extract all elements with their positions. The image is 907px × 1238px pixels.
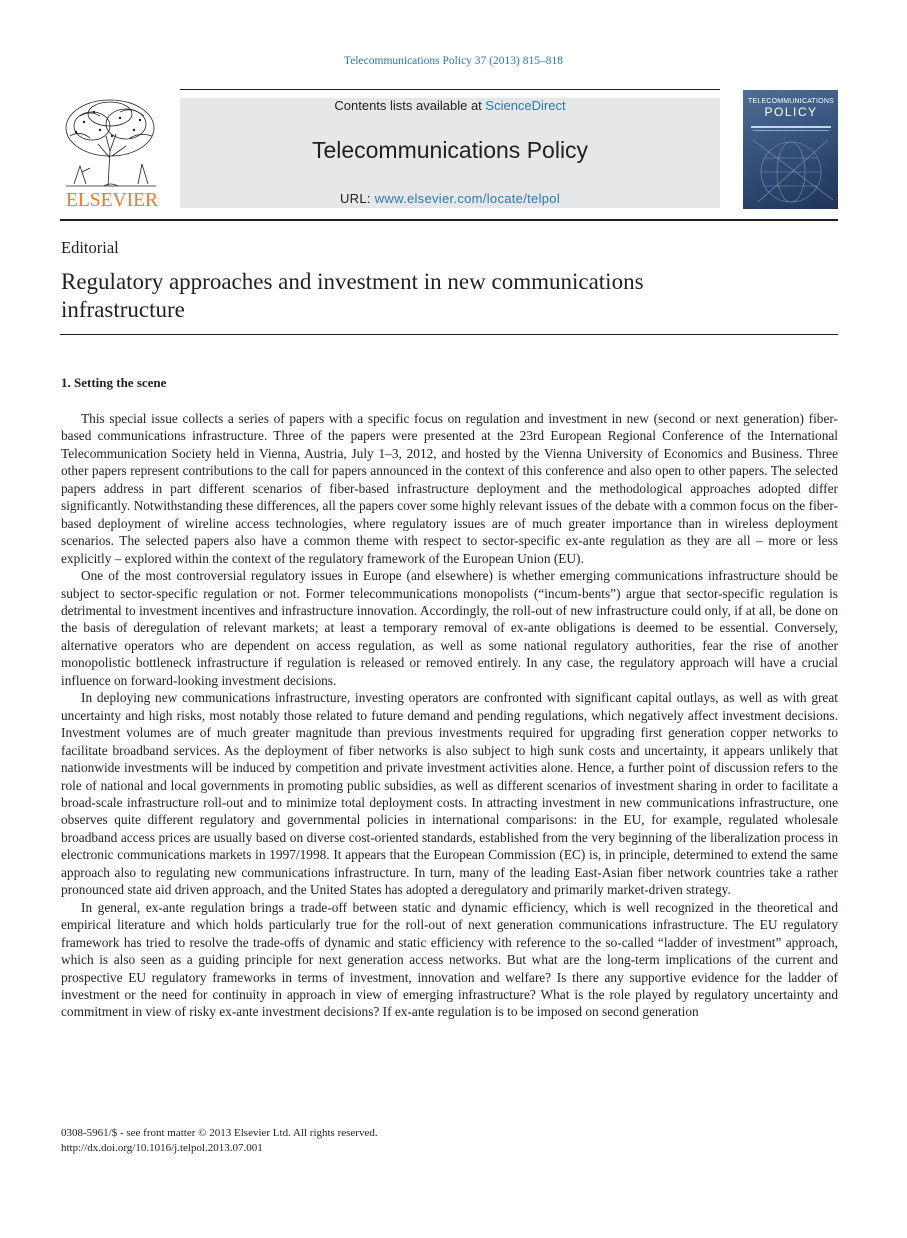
- article-title: Regulatory approaches and investment in new communications infrastructure: [61, 269, 644, 322]
- issn-copyright-line: 0308-5961/$ - see front matter © 2013 Elsevier Ltd. All rights reserved.: [61, 1127, 378, 1139]
- header-top-rule: [180, 89, 720, 90]
- url-prefix: URL:: [339, 191, 375, 206]
- article-footer: [61, 1126, 378, 1156]
- cover-title-line2: POLICY: [764, 105, 818, 119]
- cover-globe-graphic: [743, 90, 838, 209]
- body-paragraph: This special issue collects a series of papers with a specific focus on regulation and investment in new (second or next generation) fiber-based communications infrastructure. Three of the papers were presented at the 23rd European Regional Conference of the International Telecommunication Society held in Vienna, Austria, July 1–3, 2012, and hosted by the Vienna University of Economics and Business. Three other papers represent contributions to the call for papers announced in the context of this conference and also open to other papers. The selected papers address in part different scenarios of fiber-based infrastructure deployment and the methodological approaches adopted differ significantly. Notwithstanding these differences, all the papers cover some highly relevant issues of the debate with a common focus on the fiber-based deployment of wireline access technologies, where regulatory issues are of much greater importance than in wireless deployment scenarios. The selected papers also have a common theme with respect to sector-specific ex-ante regulation as they are all – more or less explicitly – explored within the context of the regulatory framework of the European Union (EU).: [61, 411, 838, 566]
- header-bottom-rule: [60, 219, 838, 221]
- section-heading: 1. Setting the scene: [61, 375, 167, 390]
- journal-cover-image: [743, 90, 838, 209]
- journal-url-link[interactable]: www.elsevier.com/locate/telpol: [374, 191, 561, 206]
- body-paragraph: In deploying new communications infrastructure, investing operators are confronted with significant capital outlays, as well as with great uncertainty and high risks, most notably those related to future demand and pending regulations, which negatively affect investment decisions. Investment volumes are of much greater magnitude than previous investments required for upgrading first generation copper networks to facilitate broadband services. As the deployment of fiber networks is also subject to high sunk costs and uncertainty, it appears unlikely that nationwide investments will be induced by competition and private investment activities alone. Hence, a further point of discussion refers to the role of national and local governments in promoting public subsidies, as well as different scenarios of investment sharing in order to facilitate a broad-scale infrastructure roll-out and to minimize total deployment costs. In attracting investment in new communications infrastructure, one observes quite different regulatory and governmental policies in international comparisons: in the EU, for example, regulated wholesale broadband access prices are usually based on diverse cost-oriented standards, established from the very beginning of the liberalization process in electronic communications markets in 1997/1998. It appears that the European Commission (EC) is, in principle, determined to extend the same approach also to regulating new communications infrastructure. In turn, many of the leading East-Asian fiber network countries take a rather pronounced state aid driven approach, and the United States has adopted a deregulatory and primarily market-driven strategy.: [61, 690, 838, 898]
- title-rule: [60, 334, 838, 335]
- article-body: [61, 410, 838, 1021]
- body-paragraph: In general, ex-ante regulation brings a trade-off between static and dynamic efficiency, which is well recognized in the theoretical and empirical literature and which holds particularly true for the roll-out of next generation communications infrastructure. The EU regulatory framework has tried to resolve the trade-offs of dynamic and static efficiency with reference to the so-called “ladder of investment” approach, which is also seen as a guiding principle for next generation access networks. But what are the long-term implications of the current and prospective EU regulatory frameworks in terms of investment, innovation and welfare? Is there any supportive evidence for the ladder of investment or the need for continuity in approach in view of emerging infrastructure? What is the role played by regulatory uncertainty and commitment in view of risky ex-ante investment decisions? If ex-ante regulation is to be imposed on second generation: [61, 899, 838, 1020]
- cover-title-line1: TELECOMMUNICATIONS: [748, 98, 834, 105]
- journal-masthead: [180, 98, 720, 208]
- contents-available-line: [180, 98, 720, 113]
- body-paragraph: One of the most controversial regulatory issues in Europe (and elsewhere) is whether emerging communications infrastructure should be subject to sector-specific regulation or not. Former telecommunications monopolists (“incum-bents”) argue that sector-specific regulation is detrimental to investment incentives and infrastructure innovation. Accordingly, the roll-out of new infrastructure could only, if at all, be done on the basis of deregulation of relevant markets; at least a temporary removal of ex-ante obligations is deemed to be essential. Conversely, alternative operators who are dependent on access regulation, as well as some national regulatory authorities, fear the rise of another monopolistic bottleneck infrastructure if regulation is released or removed entirely. In any case, the regulatory approach will have a crucial influence on forward-looking investment decisions.: [61, 568, 838, 688]
- contents-prefix: Contents lists available at: [334, 98, 486, 113]
- article-type-label: Editorial: [61, 238, 119, 257]
- doi-link[interactable]: http://dx.doi.org/10.1016/j.telpol.2013.07.001: [61, 1142, 263, 1154]
- elsevier-logo-text: ELSEVIER: [65, 190, 159, 211]
- sciencedirect-link[interactable]: ScienceDirect: [485, 98, 566, 113]
- journal-url-line: [180, 191, 720, 206]
- journal-title: Telecommunications Policy: [311, 137, 589, 163]
- journal-citation[interactable]: Telecommunications Policy 37 (2013) 815–818: [344, 55, 563, 67]
